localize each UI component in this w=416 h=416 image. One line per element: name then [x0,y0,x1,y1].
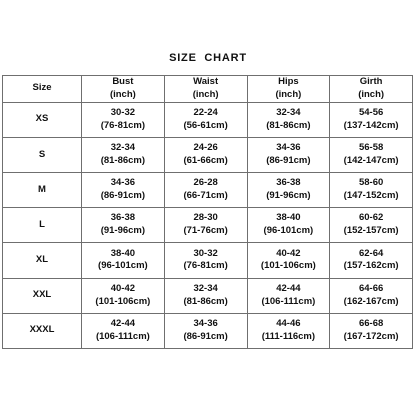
hips-cell [247,173,330,208]
bust-inch: 40-42 [110,282,136,294]
waist-cm: (66-71cm) [183,190,228,202]
bust-cell [82,137,165,172]
waist-inch: 30-32 [193,247,218,259]
header-hips-label: Hips [278,76,299,87]
bust-cm: (96-101cm) [98,260,148,272]
girth-inch: 66-68 [358,318,384,330]
girth-inch: 58-60 [358,177,384,189]
bust-inch: 42-44 [110,318,136,330]
hips-cm: (106-111cm) [261,295,316,307]
waist-cell [164,102,247,137]
header-bust-label: Bust [112,76,134,87]
hips-cm: (101-106cm) [260,260,316,272]
waist-cm: (71-76cm) [183,225,228,237]
girth-cm: (152-157cm) [343,225,399,237]
hips-inch: 32-34 [276,106,301,118]
size-label: L [3,208,82,243]
hips-cell [247,278,330,313]
bust-cell [82,173,165,208]
table-row [3,243,413,278]
hips-inch: 36-38 [276,177,301,189]
hips-cm: (111-116cm) [261,330,316,342]
hips-inch: 44-46 [276,318,301,330]
bust-inch: 34-36 [110,177,136,189]
header-waist [164,76,247,103]
table-row [3,137,413,172]
header-waist-unit: (inch) [192,88,219,100]
girth-cell [330,102,413,137]
hips-inch: 40-42 [276,247,301,259]
girth-inch: 62-64 [358,247,384,259]
hips-cell [247,208,330,243]
waist-inch: 24-26 [193,142,218,154]
waist-cell [164,243,247,278]
size-label: M [3,173,82,208]
girth-cm: (157-162cm) [343,260,399,272]
hips-inch: 38-40 [276,212,301,224]
table-row [3,313,413,348]
header-waist-label: Waist [193,76,219,87]
girth-inch: 64-66 [358,282,384,294]
waist-cell [164,208,247,243]
bust-cell [82,243,165,278]
girth-inch: 56-58 [358,142,384,154]
girth-inch: 54-56 [358,106,384,118]
header-row [3,76,413,103]
header-bust-unit: (inch) [109,88,136,100]
hips-cell [247,102,330,137]
waist-cell [164,173,247,208]
header-girth-unit: (inch) [358,88,385,100]
header-girth [330,76,413,103]
waist-inch: 28-30 [193,212,218,224]
girth-cell [330,137,413,172]
waist-inch: 26-28 [193,177,218,189]
table-row [3,208,413,243]
header-girth-label: Girth [359,76,383,87]
size-label: S [3,137,82,172]
waist-inch: 32-34 [193,282,218,294]
bust-cm: (101-106cm) [95,295,151,307]
size-chart-table [2,75,413,349]
hips-cell [247,313,330,348]
header-hips [247,76,330,103]
waist-cm: (56-61cm) [183,119,228,131]
header-bust [82,76,165,103]
girth-cell [330,278,413,313]
table-row [3,102,413,137]
hips-cm: (91-96cm) [266,190,311,202]
hips-inch: 34-36 [276,142,301,154]
size-label: XS [3,102,82,137]
bust-cm: (91-96cm) [100,225,146,237]
waist-cm: (61-66cm) [183,154,228,166]
bust-inch: 38-40 [110,247,136,259]
size-label: XXL [3,278,82,313]
bust-inch: 30-32 [110,106,136,118]
size-label: XXXL [3,313,82,348]
hips-cell [247,243,330,278]
hips-inch: 42-44 [276,282,301,294]
hips-cm: (81-86cm) [266,119,311,131]
waist-cm: (86-91cm) [183,330,228,342]
bust-cell [82,208,165,243]
girth-cm: (147-152cm) [343,190,399,202]
girth-cm: (167-172cm) [343,330,399,342]
header-size: Size [3,76,82,103]
bust-cell [82,313,165,348]
bust-inch: 32-34 [110,142,136,154]
girth-cell [330,243,413,278]
girth-cell [330,208,413,243]
girth-cm: (142-147cm) [343,154,399,166]
bust-inch: 36-38 [110,212,136,224]
girth-cell [330,313,413,348]
waist-cell [164,313,247,348]
size-label: XL [3,243,82,278]
bust-cell [82,278,165,313]
girth-cm: (162-167cm) [343,295,399,307]
waist-cell [164,137,247,172]
bust-cm: (76-81cm) [100,119,146,131]
bust-cell [82,102,165,137]
bust-cm: (106-111cm) [95,330,150,342]
hips-cell [247,137,330,172]
header-hips-unit: (inch) [275,88,302,100]
waist-inch: 22-24 [193,106,218,118]
bust-cm: (86-91cm) [100,190,146,202]
waist-inch: 34-36 [193,318,218,330]
table-row [3,173,413,208]
chart-title: SIZE CHART [169,52,247,64]
bust-cm: (81-86cm) [100,154,146,166]
waist-cm: (76-81cm) [183,260,228,272]
hips-cm: (96-101cm) [263,225,314,237]
girth-cm: (137-142cm) [343,119,399,131]
hips-cm: (86-91cm) [266,154,311,166]
table-row [3,278,413,313]
girth-cell [330,173,413,208]
waist-cm: (81-86cm) [183,295,228,307]
waist-cell [164,278,247,313]
girth-inch: 60-62 [358,212,384,224]
